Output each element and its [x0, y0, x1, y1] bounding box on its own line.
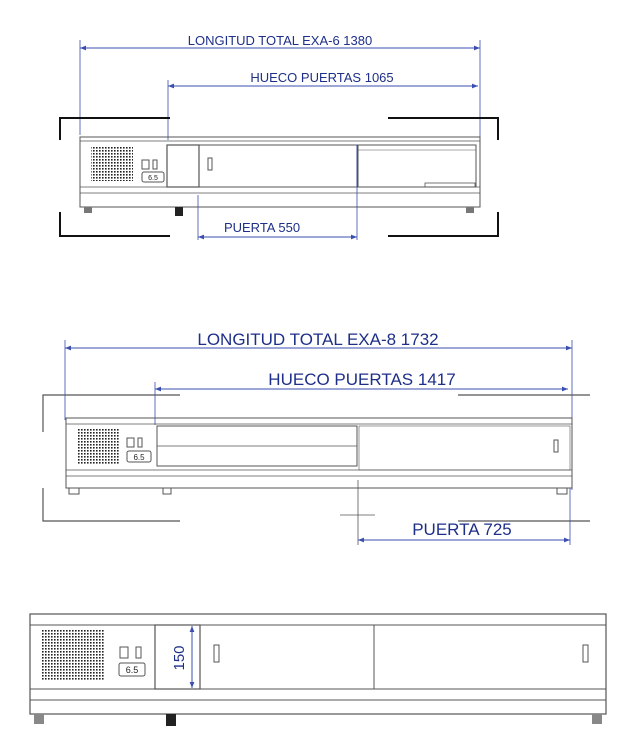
temperature-display: 6.5	[148, 175, 158, 182]
open-compartment	[358, 145, 476, 187]
ventilation-grille	[91, 147, 133, 181]
left-door-block	[167, 145, 199, 187]
left-sliding-door	[200, 625, 374, 689]
foot-left	[84, 207, 92, 213]
height-label: 150	[171, 645, 188, 671]
temperature-display: 6.5	[125, 665, 139, 675]
door-opening-label: HUECO PUERTAS 1417	[268, 370, 456, 389]
door-handle	[208, 158, 212, 170]
total-length-label: LONGITUD TOTAL EXA-6 1380	[187, 33, 373, 48]
ventilation-grille	[42, 629, 104, 681]
door-opening-label: HUECO PUERTAS 1065	[250, 70, 394, 85]
ventilation-grille	[78, 429, 120, 465]
unit-1-drawing	[60, 33, 498, 240]
door-handle	[583, 645, 588, 662]
total-length-label: LONGITUD TOTAL EXA-8 1732	[197, 330, 439, 349]
frame-brackets	[43, 395, 590, 521]
door-handle	[554, 440, 558, 452]
door-width-label: PUERTA 550	[223, 220, 301, 235]
door-width-label: PUERTA 725	[412, 520, 512, 539]
cabinet-body	[30, 614, 606, 714]
unit-2-drawing	[43, 330, 590, 545]
right-sliding-door	[374, 625, 606, 689]
control-panel	[142, 160, 164, 182]
door-handle	[214, 645, 219, 662]
cabinet-body	[80, 137, 480, 207]
caster	[166, 714, 176, 726]
control-panel	[127, 438, 151, 462]
foot-right	[466, 207, 474, 213]
unit-3-drawing	[30, 614, 606, 726]
right-sliding-door	[359, 426, 570, 470]
foot-left	[69, 488, 79, 494]
control-panel	[119, 647, 145, 676]
caster	[163, 488, 171, 494]
caster	[175, 207, 183, 216]
temperature-display: 6.5	[133, 453, 145, 462]
sliding-door	[199, 145, 357, 187]
foot-right	[557, 488, 567, 494]
foot-right	[592, 714, 602, 724]
foot-left	[34, 714, 44, 724]
